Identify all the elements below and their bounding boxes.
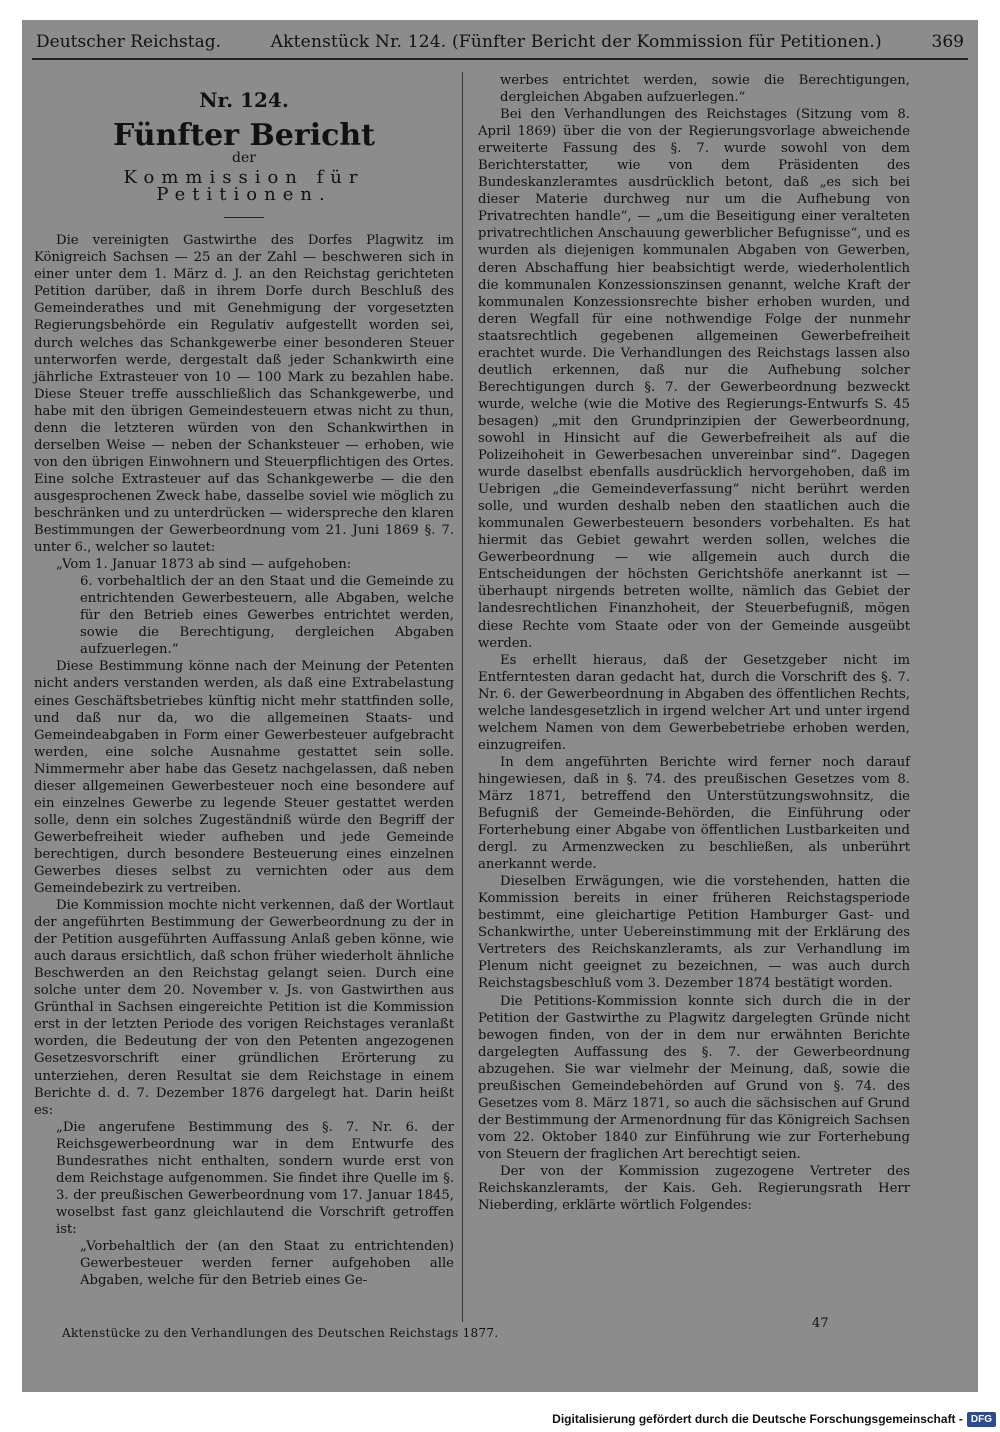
paragraph: Diese Bestimmung könne nach der Meinung der Petenten nicht anders verstanden werden, als daß eine Extrabelastung eines Geschäftsbetriebes künftig nicht mehr stattfinden solle, und daß nur da, wo die allgemeinen Staats- und Gemeindeabgaben in Form einer Gewerbesteuer aufgebracht werden, eine solche Ausnahme gestattet sein solle. Nimmermehr aber habe das Gesetz nachgelassen, daß neben dieser allgemeinen Gewerbesteuer noch eine besondere auf ein einzelnes Gewerbe zu legende Steuer gestattet werden solle, denn ein solches Zugeständniß würde den Begriff der Gewerbefreiheit wieder aufheben und jede Gemeinde berechtigen, durch besondere Besteuerung eines einzelnen Gewerbes dieses selbst zu vernichten oder aus dem Gemeindebezirk zu vertreiben. (34, 659, 454, 897)
footer-source: Aktenstücke zu den Verhandlungen des Deutschen Reichstags 1877. (62, 1326, 499, 1340)
page-number: 369 (931, 32, 964, 52)
paragraph: Es erhellt hieraus, daß der Gesetzgeber nicht im Entferntesten daran gedacht hat, durch die Vorschrift des §. 7. Nr. 6. der Gewerbeordnung in Abgaben des öffentlichen Rechts, welche landesgesetzlich in irgend welcher Art und unter irgend welchem Namen von dem Gewerbebetriebe erhoben werden, einzugreifen. (478, 652, 910, 753)
header-center: Aktenstück Nr. 124. (Fünfter Bericht der Kommission für Petitionen.) (270, 32, 882, 52)
commission-name: Kommission für Petitionen. (123, 167, 365, 206)
document-page (22, 20, 978, 1392)
digitization-text: Digitalisierung gefördert durch die Deutsche Forschungsgemeinschaft - (552, 1412, 963, 1426)
column-separator (462, 72, 463, 1322)
paragraph: Dieselben Erwägungen, wie die vorstehenden, hatten die Kommission bereits in einer früheren Reichstagsperiode bestimmt, eine gleichartige Petition Hamburger Gast- und Schankwirthe, unter Uebereinstimmung mit der Erklärung des Vertreters des Reichskanzleramts, als zur Verhandlung im Plenum nicht geeignet zu bezeichnen, — was auch durch Reichstagsbeschluß vom 3. Dezember 1874 bestätigt worden. (478, 874, 910, 992)
header-rule (32, 58, 968, 60)
paragraph: Die Kommission mochte nicht verkennen, daß der Wortlaut der angeführten Bestimmung der Gewerbeordnung zu der in der Petition ausgeführten Auffassung Anlaß geben könne, wie auch daraus ersichtlich, daß schon früher wiederholt ähnliche Beschwerden an den Reichstag gelangt seien. Durch eine solche unter dem 20. November v. Js. von Gastwirthen aus Grünthal in Sachsen eingereichte Petition ist die Kommission erst in der letzten Periode des vorigen Reichstages veranlaßt worden, die Bedeutung der von den Petenten angezogenen Gesetzesvorschrift einer gründlichen Erörterung zu unterziehen, deren Resultat sie dem Reichstage in einem Berichte d. d. 7. Dezember 1876 dargelegt hat. Darin heißt es: (34, 898, 454, 1118)
header-left: Deutscher Reichstag. (36, 32, 221, 52)
signature-number: 47 (812, 1316, 829, 1331)
document-title: Fünfter Bericht (112, 118, 376, 154)
paragraph: In dem angeführten Berichte wird ferner noch darauf hingewiesen, daß in §. 74. des preußischen Gesetzes vom 8. März 1871, betreffend den Unterstützungswohnsitz, die Befugniß der Gemeinde-Behörden, die Einführung oder Forterhebung einer Abgabe von öffentlichen Lustbarkeiten und dergl. zu Armenzwecken zu beschließen, als unberührt anerkannt werde. (478, 754, 910, 873)
digitization-note (552, 1408, 996, 1430)
left-column (34, 72, 454, 1289)
quote-line: „Vom 1. Januar 1873 ab sind — aufgehoben: (56, 557, 352, 573)
document-number: Nr. 124. (199, 88, 289, 112)
paragraph: Der von der Kommission zugezogene Vertreter des Reichskanzleramts, der Kais. Geh. Regierungsrath Herr Nieberding, erklärte wörtlich Folgendes: (478, 1164, 910, 1214)
paragraph: Die vereinigten Gastwirthe des Dorfes Plagwitz im Königreich Sachsen — 25 an der Zahl — beschweren sich in einer unter dem 1. März d. J. an den Reichstag gerichteten Petition darüber, daß in ihrem Dorfe durch Beschluß des Gemeinderathes und mit Genehmigung der vorgesetzten Regierungsbehörde ein Regulativ aufgestellt worden sei, durch welches das Schankgewerbe einer besonderen Steuer unterworfen werde, dergestalt daß jeder Schankwirth eine jährliche Extrasteuer von 10 — 100 Mark zu bezahlen habe. Diese Steuer treffe ausschließlich das Schankgewerbe, und habe mit den übrigen Gemeindesteuern etwas nicht zu thun, denn die letzteren würden von den Schankwirthen in derselben Weise — neben der Schanksteuer — erhoben, wie von den übrigen Einwohnern und Steuerpflichtigen des Ortes. Eine solche Extrasteuer auf das Schankgewerbe — die den ausgesprochenen Zweck habe, dasselbe soviel wie möglich zu beschränken und zu unterdrücken — widerspreche den klaren Bestimmungen der Gewerbeordnung vom 21. Juni 1869 §. 7. unter 6., welcher so lautet: (34, 233, 454, 556)
dfg-logo-icon: DFG (967, 1412, 996, 1427)
title-rule (224, 217, 264, 218)
paragraph: Die Petitions-Kommission konnte sich durch die in der Petition der Gastwirthe zu Plagwitz dargelegten Gründe nicht bewogen finden, von der in dem nur erwähnten Berichte dargelegten Auffassung des §. 7. der Gewerbeordnung abzugehen. Sie war vielmehr der Meinung, daß, sowie die preußischen Gemeindebehörden auf Grund von §. 74. des Gesetzes vom 8. März 1871, so auch die sächsischen auf Grund der Bestimmung der Armenordnung für das Königreich Sachsen vom 22. Oktober 1840 zur Einführung wie zur Forterhebung von Steuern der fraglichen Art berechtigt seien. (478, 993, 910, 1162)
title-der: der (232, 150, 256, 167)
right-column (478, 72, 910, 1214)
paragraph: Bei den Verhandlungen des Reichstages (Sitzung vom 8. April 1869) über die von der Regierungsvorlage abweichende erweiterte Fassung des §. 7. wurde sowohl von dem Berichterstatter, wie von dem Präsidenten des Bundeskanzleramtes ausdrücklich betont, daß „es sich bei dieser Materie durchweg nur um die Aufhebung von Privatrechten handle“, — „um die Beseitigung einer veralteten privatrechtlichen Anschauung gewerblicher Befugnisse“, und es wurden als diejenigen kommunalen Abgaben von Gewerben, deren Abschaffung hier beabsichtigt werde, wiederholentlich die kommunalen Konzessionszinsen genannt, welche Kraft der kommunalen Konzessionsrechte bisher erhoben wurden, und deren Wegfall für eine nothwendige Folge der nunmehr staatsrechtlich gegebenen allgemeinen Gewerbefreiheit erachtet wurde. Die Verhandlungen des Reichstags lassen also deutlich erkennen, daß nur die Aufhebung solcher Berechtigungen durch §. 7. der Gewerbeordnung bezweckt wurde, welche (wie die Motive des Regierungs-Entwurfs S. 45 besagen) „mit den Grundprinzipien der Gewerbeordnung, sowohl in Hinsicht auf die Gewerbefreiheit als auf die Polizeihoheit in Gewerbesachen unvereinbar sind“. Dagegen wurde daselbst ebenfalls ausdrücklich hervorgehoben, daß im Uebrigen „die Gemeindeverfassung“ nicht berührt werden solle, und wurden deshalb neben den staatlichen auch die kommunalen Gewerbesteuern besonders vorbehalten. Es hat hiermit das Gebiet gewahrt werden sollen, welches die Gewerbeordnung — wie allgemein auch durch die Entscheidungen der höchsten Gerichtshöfe anerkannt ist — überhaupt nirgends betreten wollte, nämlich das Gebiet der landesrechtlichen Finanzhoheit, der Steuerbefugniß, mögen diese Rechte vom Staate oder von der Gemeinde ausgeübt werden. (478, 107, 910, 651)
quote-paragraph: „Vorbehaltlich der (an den Staat zu entrichtenden) Gewerbesteuer werden ferner aufgehoben alle Abgaben, welche für den Betrieb eines Ge- (80, 1239, 454, 1289)
quote-continuation: werbes entrichtet werden, sowie die Berechtigungen, dergleichen Abgaben aufzuerlegen.“ (500, 73, 910, 106)
quote-item: 6. vorbehaltlich der an den Staat und die Gemeinde zu entrichtenden Gewerbesteuern, alle Abgaben, welche für den Betrieb eines Gewerbes entrichtet werden, sowie die Berechtigung, dergleichen Abgaben aufzuerlegen.“ (80, 574, 454, 658)
quote-paragraph: „Die angerufene Bestimmung des §. 7. Nr. 6. der Reichsgewerbeordnung war in dem Entwurfe des Bundesrathes nicht enthalten, sondern wurde erst von dem Reichstage aufgenommen. Sie findet ihre Quelle im §. 3. der preußischen Gewerbeordnung vom 17. Januar 1845, woselbst fast ganz gleichlautend die Vorschrift getroffen ist: (56, 1119, 454, 1237)
page-header (36, 28, 964, 56)
